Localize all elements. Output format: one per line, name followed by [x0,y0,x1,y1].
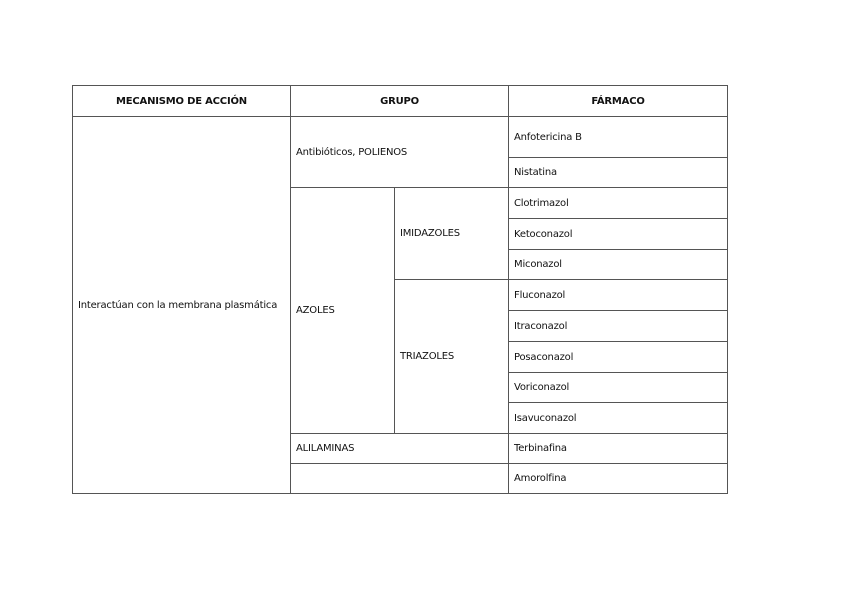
drug-cell: Clotrimazol [509,188,728,219]
drug-cell: Isavuconazol [509,403,728,434]
group-azoles: AZOLES [291,188,395,434]
group-polienos: Antibióticos, POLIENOS [291,117,509,188]
drug-cell: Ketoconazol [509,219,728,250]
subgroup-triazoles: TRIAZOLES [395,280,509,434]
drug-cell: Anfotericina B [509,117,728,158]
drug-cell: Voriconazol [509,373,728,403]
drug-cell: Fluconazol [509,280,728,311]
drug-cell: Miconazol [509,250,728,280]
table-header-row [73,86,728,117]
group-empty [291,464,509,494]
drug-mechanism-table [72,85,728,494]
table-row [73,117,728,158]
header-drug: FÁRMACO [509,86,728,117]
drug-cell: Nistatina [509,158,728,188]
header-mechanism: MECANISMO DE ACCIÓN [73,86,291,117]
drug-cell: Terbinafina [509,434,728,464]
subgroup-imidazoles: IMIDAZOLES [395,188,509,280]
group-alilaminas: ALILAMINAS [291,434,509,464]
drug-cell: Posaconazol [509,342,728,373]
mechanism-cell: Interactúan con la membrana plasmática [73,117,291,494]
drug-cell: Amorolfina [509,464,728,494]
header-group: GRUPO [291,86,509,117]
drug-cell: Itraconazol [509,311,728,342]
